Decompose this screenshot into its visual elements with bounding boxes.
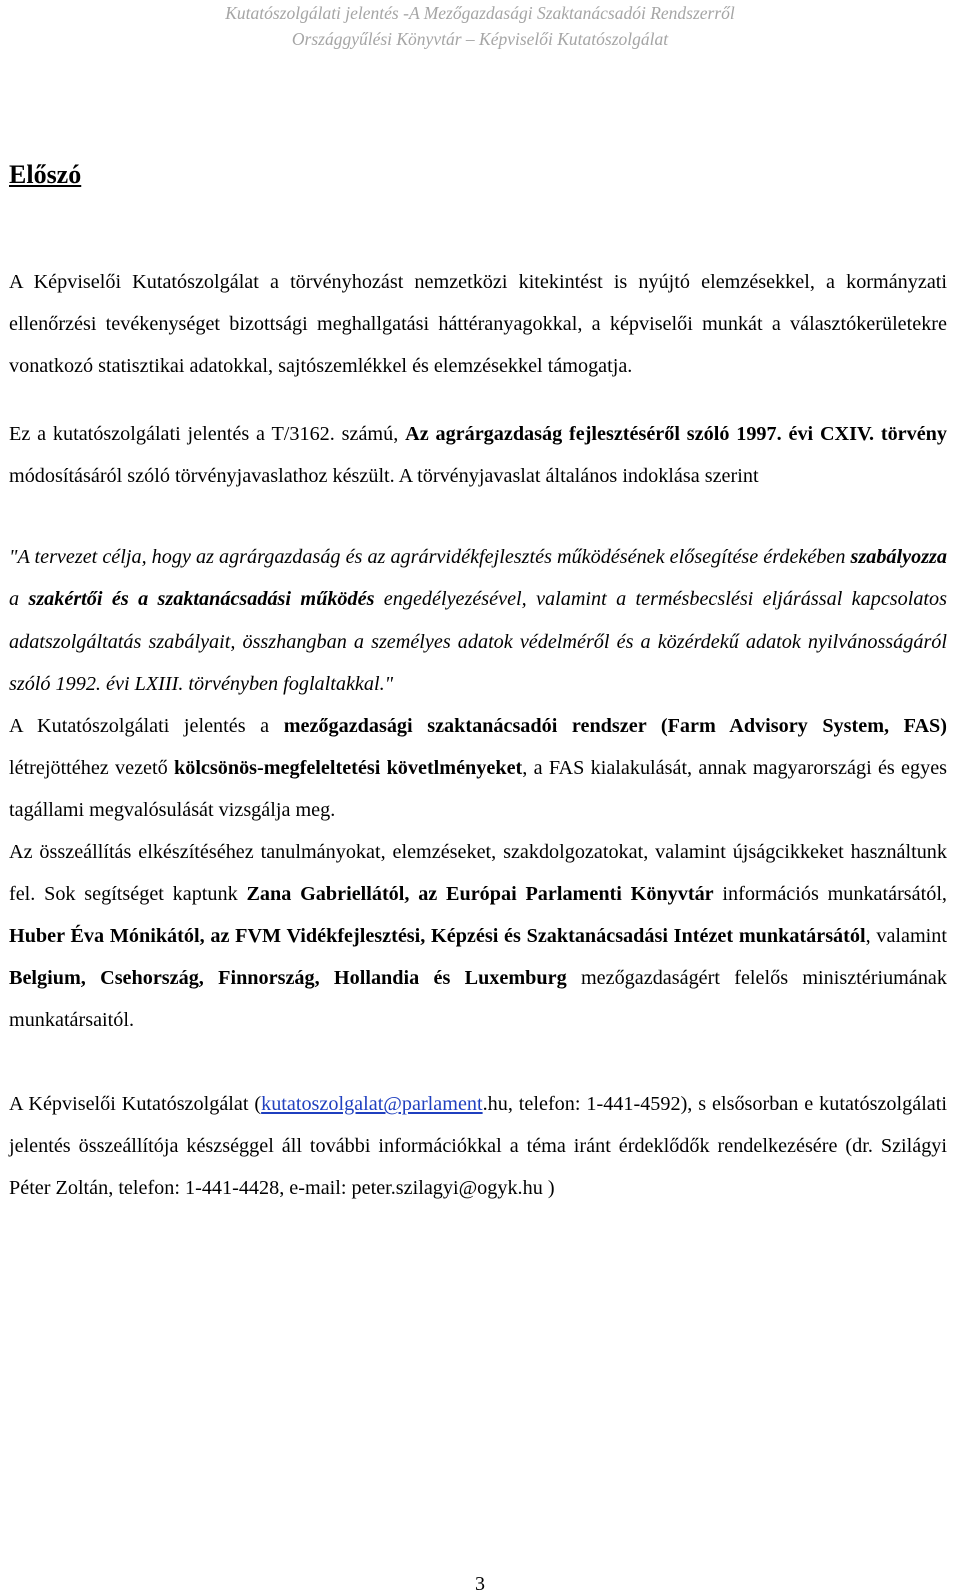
- bold-run: Belgium, Csehország, Finnország, Hollandia és Luxemburg: [9, 967, 567, 990]
- bold-run: kölcsönös-megfeleltetési követlményeket: [174, 757, 523, 780]
- text-run: információs munkatársától,: [713, 883, 947, 906]
- document-body: [9, 261, 947, 1209]
- paragraph-quote: [9, 536, 947, 705]
- bold-run: mezőgazdasági szaktanácsadói rendszer (Farm Advisory System, FAS): [283, 715, 947, 738]
- bold-run: szakértői és a szaktanácsadási működés: [28, 588, 375, 611]
- text-run: létrejöttéhez vezető: [9, 757, 174, 780]
- email-link[interactable]: kutatoszolgalat@parlament: [261, 1093, 483, 1116]
- text-run: , a FAS kialakulását, annak magyarországi és egyes tagállami megvalósulását vizsgálja meg.: [9, 757, 948, 822]
- bold-run: Zana Gabriellától, az Európai Parlamenti Könyvtár: [246, 883, 714, 906]
- text-run: A Képviselői Kutatószolgálat (: [9, 1093, 262, 1116]
- bold-law-title: Az agrárgazdaság fejlesztéséről szóló 1997. évi CXIV. törvény: [405, 423, 947, 445]
- page-number: 3: [475, 1573, 485, 1595]
- page-title: Előszó: [9, 160, 82, 189]
- text-run: a: [9, 588, 29, 611]
- text-run: , valamint: [865, 925, 947, 948]
- header-line-1: Kutatószolgálati jelentés -A Mezőgazdasági Szaktanácsadói Rendszerről: [225, 3, 735, 23]
- bold-run: szabályozza: [850, 546, 947, 568]
- running-header: [0, 0, 960, 52]
- text-run: Ez a kutatószolgálati jelentés a T/3162. számú,: [9, 423, 406, 445]
- text-run: mezőgazdaságért felelős minisztériumának munkatársaitól.: [9, 967, 947, 1032]
- bold-run: Huber Éva Mónikától, az FVM Vidékfejlesztési, Képzési és Szaktanácsadási Intézet munkatársától: [9, 925, 866, 948]
- header-line-2: Országgyűlési Könyvtár – Képviselői Kutatószolgálat: [291, 29, 669, 49]
- paragraph-fas: [9, 705, 947, 831]
- paragraph-contact: [9, 1083, 947, 1209]
- paragraph-intro: A Képviselői Kutatószolgálat a törvényhozást nemzetközi kitekintést is nyújtó elemzésekkel, a kormányzati ellenőrzési tevékenységet bizottsági meghallgatási háttéranyagokkal, a képviselői munkát a választókerületekre vonatkozó statisztikai adatokkal, sajtószemlékkel és elemzésekkel támogatja.: [9, 271, 947, 377]
- text-run: A Kutatószolgálati jelentés a: [9, 715, 284, 738]
- text-run: Az összeállítás elkészítéséhez tanulmányokat, elemzéseket, szakdolgozatokat, valamint újságcikkeket használtunk fel. Sok segítséget kaptunk: [9, 841, 947, 906]
- text-run: "A tervezet célja, hogy az agrárgazdaság és az agrárvidékfejlesztés működésének elősegítése érdekében: [9, 546, 851, 568]
- text-run: engedélyezésével, valamint a termésbecslési eljárással kapcsolatos adatszolgáltatás szabályait, összhangban a személyes adatok védelméről és a közérdekű adatok nyilvánosságáról szóló 1992. évi LXIII. törvényben foglaltakkal.": [9, 588, 947, 695]
- text-run: módosításáról szóló törvényjavaslathoz készült. A törvényjavaslat általános indoklása szerint: [9, 465, 759, 487]
- paragraph-report-purpose: [9, 413, 947, 497]
- paragraph-acknowledgements: [9, 831, 947, 1041]
- text-run: .hu, telefon: 1-441-4592), s elsősorban e kutatószolgálati jelentés összeállítója készséggel áll további információkkal a téma iránt érdeklődők rendelkezésére (dr. Szilágyi Péter Zoltán, telefon: 1-441-4428, e-mail: peter.szilagyi@ogyk.hu ): [9, 1093, 947, 1200]
